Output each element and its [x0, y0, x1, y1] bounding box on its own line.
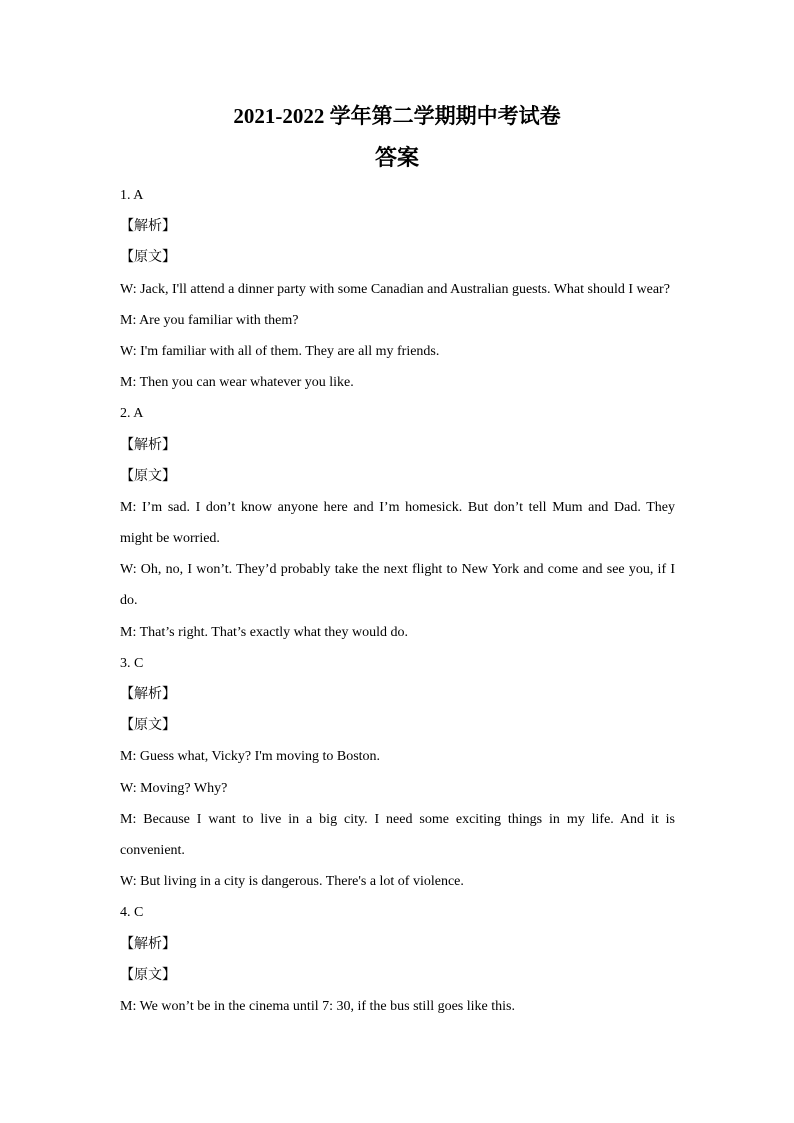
transcript-line: M: Then you can wear whatever you like. — [120, 375, 354, 391]
transcript-line: M: That’s right. That’s exactly what they would do. — [120, 624, 408, 640]
transcript-line: convenient. — [120, 842, 185, 858]
transcript-line: W: Moving? Why? — [120, 780, 228, 796]
transcript-heading: 【原文】 — [120, 250, 176, 266]
transcript-heading: 【原文】 — [120, 967, 176, 983]
transcript-line: M: I’m sad. I don’t know anyone here and I’m homesick. But don’t tell Mum and Dad. They — [120, 499, 675, 515]
answer-number: 2. A — [120, 406, 144, 422]
transcript-line: do. — [120, 593, 138, 609]
answer-number: 4. C — [120, 905, 144, 921]
transcript-line: M: Guess what, Vicky? I'm moving to Boston. — [120, 749, 381, 765]
transcript-line: W: But living in a city is dangerous. There's a lot of violence. — [120, 874, 464, 890]
transcript-line: W: Oh, no, I won’t. They’d probably take the next flight to New York and come and see you, if I — [120, 562, 675, 578]
page-title: 2021-2022 学年第二学期期中考试卷 — [233, 104, 561, 128]
answer-number: 1. A — [120, 188, 144, 203]
transcript-line: M: We won’t be in the cinema until 7: 30, if the bus still goes like this. — [120, 998, 515, 1014]
analysis-heading: 【解析】 — [120, 437, 176, 453]
transcript-heading: 【原文】 — [120, 468, 176, 484]
analysis-heading: 【解析】 — [120, 687, 176, 702]
transcript-line: M: Because I want to live in a big city. I need some exciting things in my life. And it is — [120, 811, 675, 827]
analysis-heading: 【解析】 — [120, 219, 176, 235]
transcript-line: M: Are you familiar with them? — [120, 312, 299, 328]
transcript-line: might be worried. — [120, 531, 220, 547]
answer-number: 3. C — [120, 655, 144, 671]
transcript-line: W: Jack, I'll attend a dinner party with some Canadian and Australian guests. What should I wear? — [120, 281, 670, 297]
transcript-heading: 【原文】 — [120, 718, 176, 734]
page-subtitle: 答案 — [374, 145, 419, 170]
answer-body — [120, 180, 675, 1022]
transcript-line: W: I'm familiar with all of them. They are all my friends. — [120, 343, 440, 359]
analysis-heading: 【解析】 — [120, 936, 176, 952]
